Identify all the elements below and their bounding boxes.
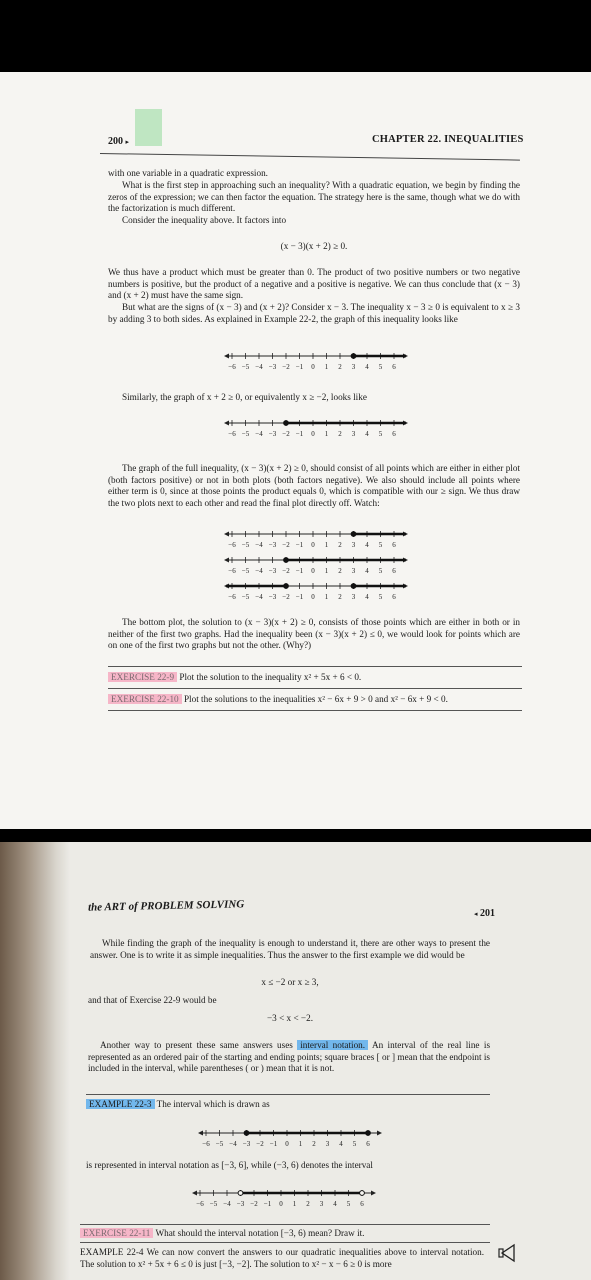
arrow-left-icon	[224, 421, 229, 426]
example-label: EXAMPLE 22-4	[80, 1247, 144, 1257]
endpoint-dot	[351, 354, 356, 359]
tick-label: −3	[268, 363, 277, 371]
tick-label: −3	[236, 1200, 245, 1208]
tick-label: 3	[351, 567, 356, 575]
tick-label: 5	[378, 593, 383, 601]
arrow-left-icon	[198, 1131, 203, 1136]
tick-label: 5	[378, 541, 383, 549]
tick-label: −2	[282, 541, 290, 549]
tick-label: 3	[351, 593, 356, 601]
rule	[80, 1224, 490, 1225]
tick-label: 0	[285, 1140, 289, 1148]
paragraph: While finding the graph of the inequality is enough to understand it, there are other ways to present the answer. One is to write it as simple inequalities. Thus the answer to the first example we did would be	[90, 938, 490, 960]
number-line-interval-closed	[196, 1125, 386, 1151]
tick-label: 2	[312, 1140, 316, 1148]
tick-label: 4	[333, 1200, 337, 1208]
tick-label: 4	[365, 541, 369, 549]
rule	[108, 710, 522, 711]
exercise-label: EXERCISE 22-9	[108, 672, 177, 682]
tick-label: 2	[338, 567, 342, 575]
paragraph: is represented in interval notation as [−3, 6], while (−3, 6) denotes the interval	[86, 1160, 373, 1170]
tick-label: −1	[295, 567, 304, 575]
tick-label: −5	[241, 541, 250, 549]
paragraph: and that of Exercise 22-9 would be	[88, 995, 217, 1005]
tick-label: −3	[268, 567, 277, 575]
number-line-x-ge-minus-2	[222, 415, 412, 441]
paragraph: with one variable in a quadratic expression.	[108, 168, 268, 178]
tick-label: 6	[366, 1140, 370, 1148]
tick-label: 2	[338, 430, 342, 438]
tick-label: 2	[338, 593, 342, 601]
tick-label: 3	[351, 363, 356, 371]
arrow-left-icon	[224, 532, 229, 537]
tick-label: −2	[282, 363, 290, 371]
tick-label: −6	[228, 593, 236, 601]
page-marker-icon: ◂	[474, 910, 478, 918]
exercise-label: EXERCISE 22-11	[80, 1228, 153, 1238]
tick-label: −4	[255, 567, 263, 575]
tick-label: −2	[256, 1140, 264, 1148]
exercise-label: EXERCISE 22-10	[108, 694, 182, 704]
tick-label: −5	[215, 1140, 224, 1148]
exercise-text: Plot the solution to the inequality x² + 5x + 6 < 0.	[179, 672, 362, 682]
tick-label: 3	[351, 430, 356, 438]
paragraph: The graph of the full inequality, (x − 3)(x + 2) ≥ 0, should consist of all points which are either in either plot (both factors positive) or not in both plots (both factors negative). We also should include all points where either term is 0, since at those points the product equals 0, which is compatible with our ≥ sign. We thus draw the two plots next to each other and read the final plot directly off. Watch:	[108, 463, 520, 508]
endpoint-dot	[284, 421, 289, 426]
tick-label: −1	[295, 363, 304, 371]
tick-label: 3	[319, 1200, 324, 1208]
equation: (x − 3)(x + 2) ≥ 0.	[280, 241, 348, 251]
tick-label: −2	[282, 567, 290, 575]
tick-label: −1	[263, 1200, 272, 1208]
highlight-interval-notation: interval notation.	[297, 1040, 368, 1050]
paragraph: We thus have a product which must be greater than 0. The product of two positive numbers or two negative numbers is positive, but the product of a negative and a positive is negative. We can thus conclude that (x − 3) and (x + 2) must have the same sign.	[108, 267, 520, 301]
page-200	[0, 72, 591, 829]
chapter-title: CHAPTER 22. INEQUALITIES	[372, 134, 524, 145]
number-line-x-ge-minus-2-stack	[222, 552, 412, 578]
tick-label: 4	[365, 363, 369, 371]
tick-label: 4	[365, 593, 369, 601]
endpoint-dot	[284, 558, 289, 563]
tick-label: 5	[346, 1200, 351, 1208]
tick-label: −6	[228, 363, 236, 371]
tick-label: −4	[255, 363, 263, 371]
tick-label: 3	[351, 541, 356, 549]
tick-label: −6	[228, 567, 236, 575]
interval-paragraph: Another way to present these same answers uses interval notation. An interval of the real line is represented as an ordered pair of the starting and ending points; square braces [ or ] mean that the endpoint is included in the interval, while parentheses ( or ) mean that it is not.	[88, 1040, 491, 1074]
exercise-text: Plot the solutions to the inequalities x² − 6x + 9 > 0 and x² − 6x + 9 < 0.	[183, 694, 448, 704]
tick-label: −2	[282, 593, 290, 601]
paragraph: What is the first step in approaching such an inequality? With a quadratic equation, we begin by finding the zeros of the expression; we can then factor the equation. The strategy here is the same, though what we do with the factorization is much different.	[108, 180, 520, 214]
tick-label: −5	[241, 593, 250, 601]
paragraph: Similarly, the graph of x + 2 ≥ 0, or equivalently x ≥ −2, looks like	[122, 392, 367, 402]
page-201	[0, 842, 591, 1280]
tick-label: 2	[338, 541, 342, 549]
page-number: 200 ▸	[108, 136, 130, 147]
header-rule	[100, 153, 520, 161]
arrow-right-icon	[377, 1131, 382, 1136]
tick-label: 6	[392, 541, 396, 549]
tick-label: 5	[378, 363, 383, 371]
tick-label: −6	[228, 541, 236, 549]
tick-label: 6	[392, 593, 396, 601]
tick-label: 4	[365, 567, 369, 575]
tick-label: 2	[306, 1200, 310, 1208]
arrow-right-icon	[371, 1191, 376, 1196]
rule	[108, 666, 522, 667]
number-line-interval-open	[190, 1185, 380, 1211]
tick-label: 0	[311, 593, 315, 601]
example-label: EXAMPLE 22-3	[86, 1099, 155, 1109]
tick-label: −1	[295, 541, 304, 549]
tick-label: 0	[311, 541, 315, 549]
tick-label: −4	[255, 593, 263, 601]
tick-label: −6	[202, 1140, 210, 1148]
tick-label: −4	[255, 430, 263, 438]
tick-label: 1	[324, 363, 329, 371]
endpoint-dot	[284, 584, 289, 589]
tick-label: 0	[311, 363, 315, 371]
equation: x ≤ −2 or x ≥ 3,	[261, 977, 319, 987]
tick-label: 6	[392, 567, 396, 575]
tick-label: −4	[223, 1200, 231, 1208]
bookmark-tab	[135, 109, 162, 146]
rule	[86, 1094, 490, 1095]
tick-label: −1	[295, 593, 304, 601]
tick-label: 0	[311, 567, 315, 575]
tick-label: −5	[241, 430, 250, 438]
tick-label: −3	[268, 430, 277, 438]
tick-label: 4	[339, 1140, 343, 1148]
tick-label: 1	[324, 567, 329, 575]
example-22-4: EXAMPLE 22-4 We can now convert the answers to our quadratic inequalities above to interval notation. The solution to x² + 5x + 6 ≤ 0 is just [−3, −2]. The solution to x² − x − 6 ≥ 0 is more	[80, 1247, 484, 1269]
arrow-left-icon	[224, 558, 229, 563]
tick-label: −6	[228, 430, 236, 438]
tick-label: 6	[392, 363, 396, 371]
equation: −3 < x < −2.	[267, 1013, 313, 1023]
endpoint-dot	[366, 1131, 371, 1136]
number-line-x-ge-3	[222, 348, 412, 374]
endpoint-dot	[244, 1131, 249, 1136]
tick-label: 5	[352, 1140, 357, 1148]
tick-label: −4	[229, 1140, 237, 1148]
tick-label: −3	[268, 541, 277, 549]
arrow-left-icon	[224, 354, 229, 359]
endpoint-dot	[360, 1191, 365, 1196]
tick-label: −3	[268, 593, 277, 601]
tick-label: −4	[255, 541, 263, 549]
tick-label: 1	[324, 541, 329, 549]
tick-label: −3	[242, 1140, 251, 1148]
tick-label: 5	[378, 430, 383, 438]
endpoint-dot	[351, 584, 356, 589]
number-line-x-ge-3-stack	[222, 526, 412, 552]
tick-label: 4	[365, 430, 369, 438]
tick-label: 1	[292, 1200, 297, 1208]
exercise-22-9	[108, 672, 522, 684]
book-title: the ART of PROBLEM SOLVING	[87, 898, 245, 914]
tick-label: 1	[324, 430, 329, 438]
example-22-3: EXAMPLE 22-3 The interval which is drawn as	[86, 1099, 490, 1111]
tick-label: 0	[279, 1200, 283, 1208]
tick-label: 6	[392, 430, 396, 438]
endpoint-dot	[351, 532, 356, 537]
tick-label: −1	[295, 430, 304, 438]
tick-label: 6	[360, 1200, 364, 1208]
tick-label: −5	[209, 1200, 218, 1208]
book-spine-shadow	[0, 842, 70, 1280]
tick-label: −6	[196, 1200, 204, 1208]
page-number: ◂ 201	[474, 908, 496, 919]
tick-label: 2	[338, 363, 342, 371]
paragraph: Consider the inequality above. It factors into	[122, 215, 287, 225]
paragraph: But what are the signs of (x − 3) and (x + 2)? Consider x − 3. The inequality x − 3 ≥ 0 is equivalent to x ≥ 3 by adding 3 to both sides. As explained in Example 22-2, the graph of this inequality looks like	[108, 302, 520, 324]
rule	[80, 1242, 490, 1243]
arrow-left-icon	[192, 1191, 197, 1196]
tick-label: 1	[324, 593, 329, 601]
tick-label: 3	[325, 1140, 330, 1148]
tick-label: −2	[250, 1200, 258, 1208]
paragraph: The bottom plot, the solution to (x − 3)(x + 2) ≥ 0, consists of those points which are either in both or in neither of the first two graphs. Had the inequality been (x − 3)(x + 2) ≤ 0, we would look for points which are on one of the first two graphs but not the other. (Why?)	[108, 617, 520, 651]
tick-label: −5	[241, 363, 250, 371]
tick-label: −5	[241, 567, 250, 575]
tick-label: 5	[378, 567, 383, 575]
rule	[108, 688, 522, 689]
exercise-22-10	[108, 694, 522, 706]
tick-label: −2	[282, 430, 290, 438]
exercise-22-11: EXERCISE 22-11 What should the interval notation [−3, 6) mean? Draw it.	[80, 1228, 490, 1240]
number-line-solution	[222, 578, 412, 604]
speaker-icon	[498, 1242, 522, 1264]
tick-label: −1	[269, 1140, 278, 1148]
endpoint-dot	[238, 1191, 243, 1196]
tick-label: 1	[298, 1140, 303, 1148]
page-marker-icon: ▸	[125, 138, 130, 146]
tick-label: 0	[311, 430, 315, 438]
